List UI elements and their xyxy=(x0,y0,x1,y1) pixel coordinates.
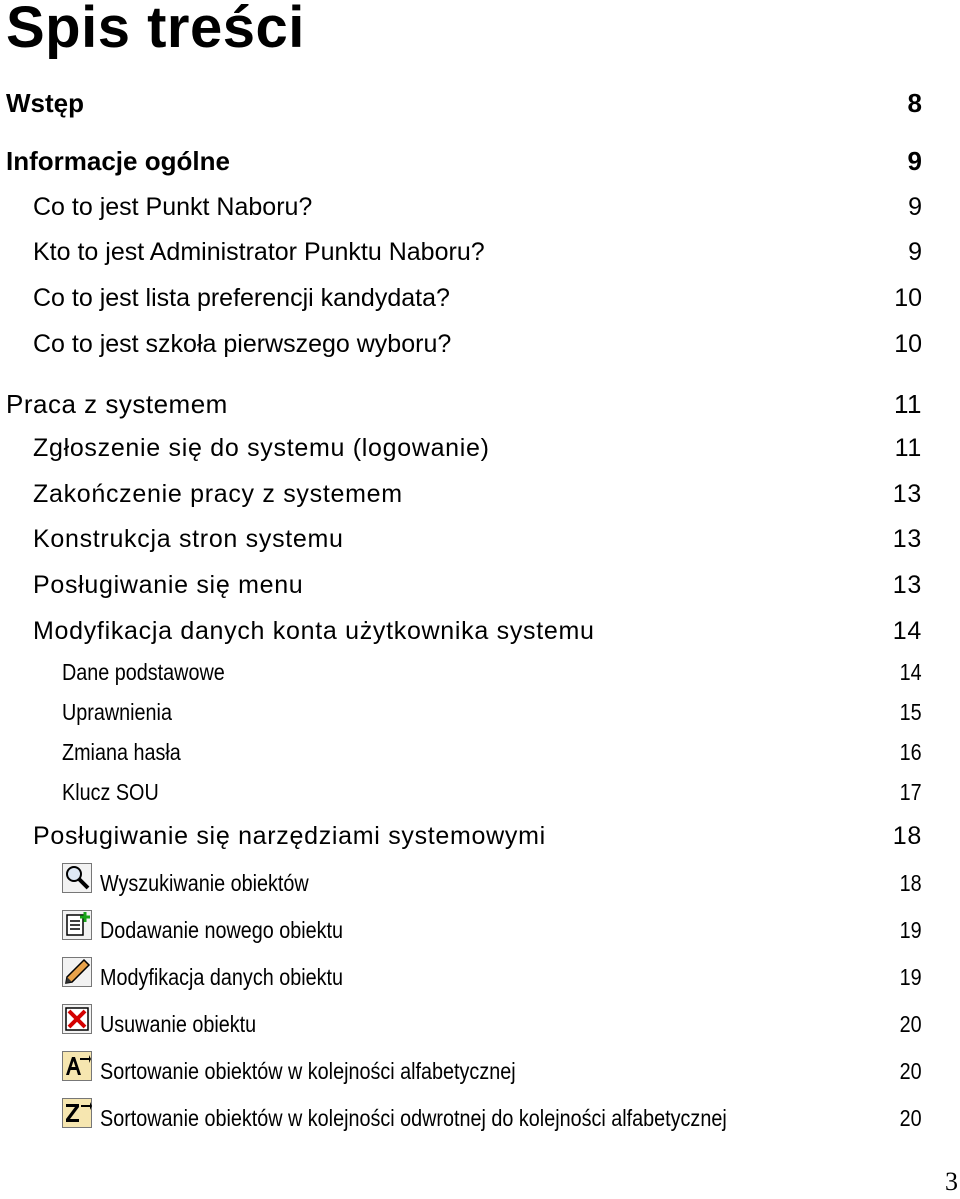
toc-entry-label: Co to jest Punkt Naboru? xyxy=(33,193,313,221)
toc-entry[interactable] xyxy=(62,863,922,897)
toc-entry[interactable] xyxy=(33,284,922,314)
toc-entry-label: Posługiwanie się menu xyxy=(33,571,304,599)
toc-entry-label: Sortowanie obiektów w kolejności odwrotnej do kolejności alfabetycznej xyxy=(100,1105,727,1131)
toc-entry-page: 15 xyxy=(899,699,922,725)
toc-entry-label: Sortowanie obiektów w kolejności alfabetycznej xyxy=(100,1058,516,1084)
toc-entry-page: 13 xyxy=(892,480,922,508)
toc-entry[interactable] xyxy=(33,617,922,647)
toc-entry[interactable] xyxy=(33,193,922,223)
toc-entry-page: 18 xyxy=(899,870,922,896)
toc-entry-page: 20 xyxy=(899,1105,922,1131)
toc-entry-label: Zgłoszenie się do systemu (logowanie) xyxy=(33,434,490,462)
toc-entry-label: Konstrukcja stron systemu xyxy=(33,525,344,553)
add-document-icon xyxy=(62,910,92,940)
toc-entry[interactable] xyxy=(62,1051,922,1085)
toc-entry-label: Kto to jest Administrator Punktu Naboru? xyxy=(33,238,485,266)
toc-entry[interactable] xyxy=(33,330,922,360)
toc-entry-label: Praca z systemem xyxy=(6,389,228,419)
toc-entry-page: 10 xyxy=(894,284,922,312)
toc-entry-label: Informacje ogólne xyxy=(6,146,230,176)
toc-entry-page: 17 xyxy=(899,779,922,805)
toc-entry[interactable] xyxy=(62,1098,922,1132)
toc-entry-label: Wyszukiwanie obiektów xyxy=(100,870,309,896)
toc-entry-page: 9 xyxy=(908,193,922,221)
toc-entry[interactable] xyxy=(33,571,922,601)
toc-entry[interactable] xyxy=(33,238,922,268)
toc-entry-page: 10 xyxy=(894,330,922,358)
toc-entry[interactable] xyxy=(62,957,922,991)
page-number: 3 xyxy=(945,1167,958,1196)
toc-entry-page: 8 xyxy=(907,88,922,118)
toc-entry-label: Co to jest szkoła pierwszego wyboru? xyxy=(33,330,452,358)
toc-entry[interactable] xyxy=(62,910,922,944)
toc-entry-page: 11 xyxy=(894,434,922,462)
toc-entry-page: 14 xyxy=(892,617,922,645)
toc-entry-label: Usuwanie obiektu xyxy=(100,1011,257,1037)
toc-entry[interactable] xyxy=(6,88,922,120)
sort-descending-icon xyxy=(62,1098,92,1128)
toc-entry-page: 14 xyxy=(899,659,922,685)
toc-entry[interactable] xyxy=(33,434,922,464)
pencil-icon xyxy=(62,957,92,987)
toc-entry[interactable] xyxy=(6,146,922,178)
toc-entry-page: 20 xyxy=(899,1011,922,1037)
toc-entry-label: Dane podstawowe xyxy=(62,659,225,685)
toc-entry-label: Uprawnienia xyxy=(62,699,172,725)
toc-entry-page: 19 xyxy=(899,917,922,943)
toc-entry[interactable] xyxy=(62,739,922,767)
toc-entry-label: Modyfikacja danych obiektu xyxy=(100,964,344,990)
toc-entry-page: 9 xyxy=(907,146,922,176)
toc-entry-label: Posługiwanie się narzędziami systemowymi xyxy=(33,822,546,850)
toc-entry[interactable] xyxy=(33,822,922,852)
toc-entry[interactable] xyxy=(6,389,922,421)
toc-entry[interactable] xyxy=(62,699,922,727)
toc-entry[interactable] xyxy=(62,779,922,807)
toc-entry-page: 19 xyxy=(899,964,922,990)
toc-entry-label: Zmiana hasła xyxy=(62,739,181,765)
toc-entry-page: 9 xyxy=(908,238,922,266)
toc-entry-page: 20 xyxy=(899,1058,922,1084)
toc-entry-label: Dodawanie nowego obiektu xyxy=(100,917,344,943)
toc-entry[interactable] xyxy=(33,525,922,555)
toc-entry-label: Wstęp xyxy=(6,88,84,118)
toc-entry-label: Zakończenie pracy z systemem xyxy=(33,480,403,508)
toc-entry[interactable] xyxy=(62,1004,922,1038)
toc-entry-label: Co to jest lista preferencji kandydata? xyxy=(33,284,450,312)
toc-entry[interactable] xyxy=(62,659,922,687)
toc-entry-page: 13 xyxy=(892,571,922,599)
toc-entry-page: 18 xyxy=(892,822,922,850)
sort-ascending-icon xyxy=(62,1051,92,1081)
toc-entry-label: Modyfikacja danych konta użytkownika systemu xyxy=(33,617,595,645)
page-title: Spis treści xyxy=(6,0,305,60)
toc-entry-page: 13 xyxy=(892,525,922,553)
toc-entry-label: Klucz SOU xyxy=(62,779,159,805)
toc-entry-page: 16 xyxy=(899,739,922,765)
delete-icon xyxy=(62,1004,92,1034)
toc-entry[interactable] xyxy=(33,480,922,510)
magnifier-icon xyxy=(62,863,92,893)
toc-entry-page: 11 xyxy=(894,389,922,419)
